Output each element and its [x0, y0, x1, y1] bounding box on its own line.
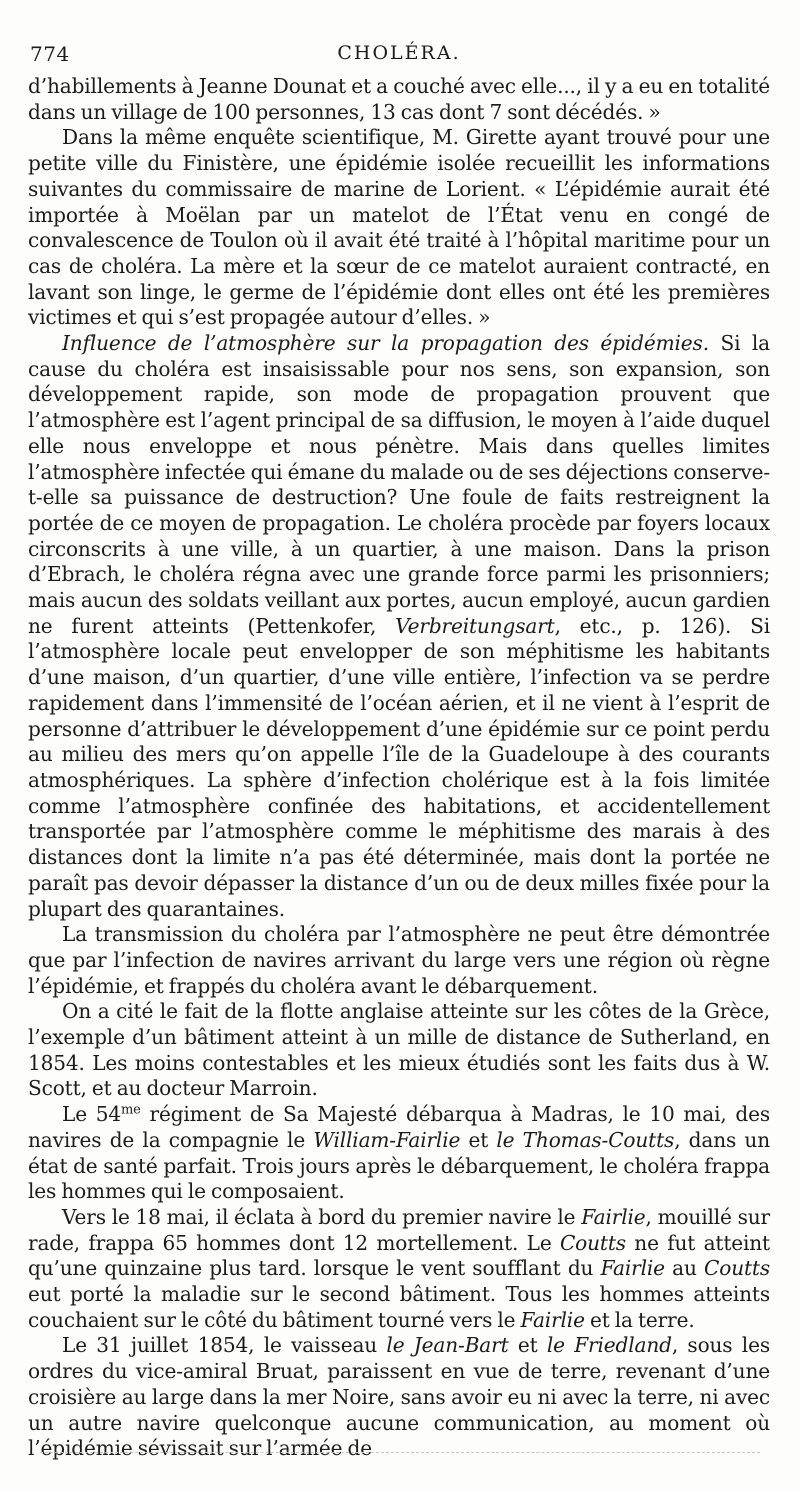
- text-run: On a cité le fait de la flotte anglaise atteinte sur les côtes de la Grèce, l’exemple d’un bâtiment atteint à un mille de distance de Sutherland, en 1854. Les moins contestables et les mieux étudiés sont les faits dus à W. Scott, et au docteur Marroin.: [28, 999, 770, 1101]
- page-bottom-rule: [40, 1452, 760, 1453]
- text-run: Le 54: [62, 1102, 121, 1127]
- italic-text: Verbreitungsart: [395, 613, 555, 638]
- text-run: et: [508, 1333, 547, 1358]
- superscript-text: me: [120, 1102, 141, 1118]
- italic-text: Coutts: [704, 1256, 770, 1281]
- page-number: 774: [30, 42, 70, 66]
- italic-text: Fairlie: [600, 1256, 665, 1281]
- italic-text: le Thomas-Coutts: [496, 1127, 675, 1152]
- text-run: au: [664, 1256, 705, 1281]
- text-run: Si la cause du choléra est insaisissable pour nos sens, son expansion, son développement rapide, son mode de propagation prouvent que l’atmosphère est l’agent principal de sa diffusion, le moyen à l’aide duquel elle nous enveloppe et nous pénètre. Mais dans quelles limites l’atmosphère infectée qui émane du malade ou de ses déjections conserve-t-elle sa puissance de destruction? Une foule de faits restreignent la portée de ce moyen de propagation. Le choléra procède par foyers locaux circonscrits à une ville, à un quartier, à une maison. Dans la prison d’Ebrach, le choléra régna avec une grande force parmi les prisonniers; mais aucun des soldats veillant aux portes, aucun employé, aucun gardien ne furent atteints (Pettenkofer,: [28, 331, 770, 638]
- italic-text: Influence de l’atmosphère sur la propagation des épidémies.: [62, 331, 709, 356]
- running-head: CHOLÉRA.: [337, 42, 461, 64]
- text-run: La transmission du choléra par l’atmosphère ne peut être démontrée que par l’infection de navires arrivant du large vers une région où règne l’épidémie, et frappés du choléra avant le débarquement.: [28, 922, 770, 998]
- paragraph: [28, 922, 770, 999]
- text-run: , sous les ordres du vice-amiral Bruat, paraissent en vue de terre, revenant d’une croisière au large dans la mer Noire, sans avoir eu ni avec la terre, ni avec un autre navire quelconque aucune communication, au moment où l’épidémie sévissait sur l’armée de: [28, 1333, 770, 1461]
- book-page: [28, 42, 770, 1462]
- italic-text: Fairlie: [520, 1307, 585, 1332]
- paragraph: [28, 74, 770, 125]
- paragraph: [28, 1205, 770, 1334]
- body-text: [28, 74, 770, 1462]
- paragraph: [28, 331, 770, 922]
- italic-text: le Friedland: [546, 1333, 672, 1358]
- paragraph: [28, 1333, 770, 1462]
- text-run: et la terre.: [584, 1307, 695, 1332]
- italic-text: Coutts: [559, 1230, 626, 1255]
- page-header: [28, 42, 770, 74]
- paragraph: [28, 125, 770, 331]
- text-run: Le 31 juillet 1854, le vaisseau: [62, 1333, 387, 1358]
- text-run: Vers le 18 mai, il éclata à bord du premier navire le: [62, 1204, 582, 1229]
- italic-text: Fairlie: [581, 1204, 646, 1229]
- italic-text: William-Fairlie: [313, 1127, 461, 1152]
- italic-text: le Jean-Bart: [386, 1333, 509, 1358]
- text-run: et: [460, 1127, 497, 1152]
- text-run: Dans la même enquête scientifique, M. Girette ayant trouvé pour une petite ville du Finistère, une épidémie isolée recueillit les informations suivantes du commissaire de marine de Lorient. « L’épidémie aurait été importée à Moëlan par un matelot de l’État venu en congé de convalescence de Toulon où il avait été traité à l’hôpital maritime pour un cas de choléra. La mère et la sœur de ce matelot auraient contracté, en lavant son linge, le germe de l’épidémie dont elles ont été les premières victimes et qui s’est propagée autour d’elles. »: [28, 125, 770, 330]
- paragraph: [28, 999, 770, 1102]
- text-run: d’habillements à Jeanne Dounat et a couché avec elle..., il y a eu en totalité dans un village de 100 personnes, 13 cas dont 7 sont décédés. »: [28, 74, 770, 124]
- text-run: , etc., p. 126). Si l’atmosphère locale peut envelopper de son méphitisme les habitants d’une maison, d’un quartier, d’une ville entière, l’infection va se perdre rapidement dans l’immensité de l’océan aérien, et il ne vient à l’esprit de personne d’attribuer le développement d’une épidémie sur ce point perdu au milieu des mers qu’on appelle l’île de la Guadeloupe à des courants atmosphériques. La sphère d’infection cholérique est à la fois limitée comme l’atmosphère confinée des habitations, et accidentellement transportée par l’atmosphère comme le méphitisme des marais à des distances dont la limite n’a pas été déterminée, mais dont la portée ne paraît pas devoir dépasser la distance d’un ou de deux milles fixée pour la plupart des quarantaines.: [28, 613, 770, 921]
- paragraph: [28, 1102, 770, 1205]
- text-run: eut porté la maladie sur le second bâtiment. Tous les hommes atteints couchaient sur le côté du bâtiment tourné vers le: [28, 1282, 770, 1332]
- text-run: régiment de Sa Majesté débarqua à Madras, le 10 mai, des navires de la compagnie le: [28, 1102, 770, 1152]
- text-run: , dans un état de santé parfait. Trois jours après le débarquement, le choléra frappa les hommes qui le composaient.: [28, 1127, 771, 1204]
- text-run: , mouillé sur rade, frappa 65 hommes dont 12 mortellement. Le: [28, 1204, 771, 1255]
- text-run: ne fut atteint qu’une quinzaine plus tard. lorsque le vent soufflant du: [28, 1230, 770, 1281]
